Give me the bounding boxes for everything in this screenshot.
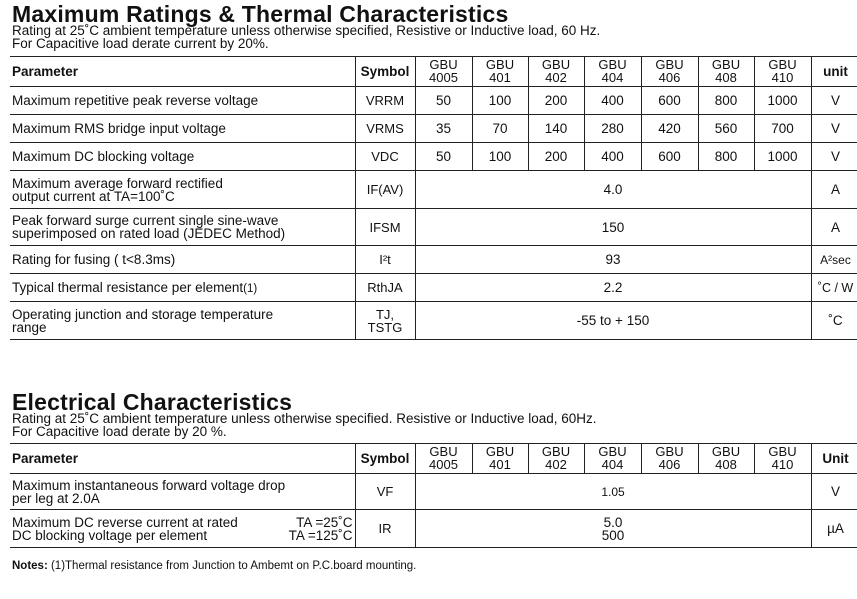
row-value: 2.2 [415,274,811,302]
row-parameter: Typical thermal resistance per element(1) [10,274,355,302]
row-value: 800 [698,87,754,115]
row-parameter: Maximum DC blocking voltage [10,143,355,171]
header-model: GBU 402 [528,57,584,87]
header-symbol: Symbol [355,57,415,87]
ratings-subtitle-2: For Capacitive load derate current by 20%. [12,36,269,51]
row-unit: A [811,171,857,209]
header-parameter: Parameter [10,444,355,474]
electrical-header-row [10,444,857,474]
ratings-table [10,56,857,340]
row-symbol: IF(AV) [355,171,415,209]
table-row [10,246,857,274]
row-value: 700 [754,115,811,143]
header-unit: Unit [811,444,857,474]
row-unit: V [811,87,857,115]
row-symbol: VRRM [355,87,415,115]
row-value: 200 [528,143,584,171]
row-value: 93 [415,246,811,274]
row-symbol: TJ, TSTG [355,302,415,340]
row-value: 1000 [754,87,811,115]
header-model: GBU 410 [754,57,811,87]
row-value: 200 [528,87,584,115]
row-value: 400 [584,87,641,115]
row-value: 100 [472,143,528,171]
row-unit: A²sec [811,246,857,274]
header-model: GBU 4005 [415,57,472,87]
row-unit: ˚C [811,302,857,340]
ratings-subtitle-1: Rating at 25˚C ambient temperature unless otherwise specified, Resistive or Inductive load, 60 Hz. [12,23,601,38]
header-unit: unit [811,57,857,87]
row-symbol: IFSM [355,209,415,246]
electrical-table [10,443,857,548]
header-parameter: Parameter [10,57,355,87]
table-row [10,87,857,115]
header-model: GBU 410 [754,444,811,474]
row-parameter: Rating for fusing ( t<8.3ms) [10,246,355,274]
table-row [10,302,857,340]
row-value: -55 to + 150 [415,302,811,340]
row-unit: ˚C / W [811,274,857,302]
header-model: GBU 406 [641,444,698,474]
table-row [10,143,857,171]
row-symbol: VDC [355,143,415,171]
row-parameter: Operating junction and storage temperature range [10,302,355,340]
row-value: 35 [415,115,472,143]
row-value: 50 [415,87,472,115]
row-symbol: VF [355,474,415,510]
row-value: 420 [641,115,698,143]
row-value: 5.0 500 [415,510,811,548]
row-parameter: Maximum repetitive peak reverse voltage [10,87,355,115]
header-model: GBU 408 [698,444,754,474]
table-row [10,510,857,548]
row-parameter: Maximum instantaneous forward voltage drop per leg at 2.0A [10,474,355,510]
row-value: 280 [584,115,641,143]
header-symbol: Symbol [355,444,415,474]
row-parameter: Maximum average forward rectified output current at TA=100˚C [10,171,355,209]
row-value: 70 [472,115,528,143]
row-value: 1.05 [415,474,811,510]
row-value: 800 [698,143,754,171]
row-value: 100 [472,87,528,115]
row-unit: V [811,143,857,171]
electrical-subtitle-1: Rating at 25˚C ambient temperature unless otherwise specified. Resistive or Inductive load, 60Hz. [12,411,597,426]
table-row [10,474,857,510]
row-symbol: VRMS [355,115,415,143]
row-symbol: IR [355,510,415,548]
row-unit: A [811,209,857,246]
row-value: 600 [641,87,698,115]
row-value: 150 [415,209,811,246]
header-model: GBU 402 [528,444,584,474]
row-value: 600 [641,143,698,171]
header-model: GBU 4005 [415,444,472,474]
ratings-header-row [10,57,857,87]
electrical-subtitle-2: For Capacitive load derate by 20 %. [12,424,227,439]
header-model: GBU 401 [472,57,528,87]
row-value: 50 [415,143,472,171]
ratings-title: Maximum Ratings & Thermal Characteristics [12,1,509,27]
table-row [10,115,857,143]
notes: Notes: (1)Thermal resistance from Junction to Ambemt on P.C.board mounting. [12,560,417,572]
table-row [10,171,857,209]
row-symbol: I²t [355,246,415,274]
header-model: GBU 408 [698,57,754,87]
row-value: 4.0 [415,171,811,209]
table-row [10,209,857,246]
row-unit: V [811,115,857,143]
row-unit: V [811,474,857,510]
row-parameter: Peak forward surge current single sine-wave superimposed on rated load (JEDEC Method) [10,209,355,246]
row-symbol: RthJA [355,274,415,302]
electrical-title: Electrical Characteristics [12,389,293,415]
row-unit: µA [811,510,857,548]
row-parameter: Maximum DC reverse current at rated TA =25˚C DC blocking voltage per element TA =125˚C [10,510,355,548]
row-value: 1000 [754,143,811,171]
row-value: 140 [528,115,584,143]
table-row [10,274,857,302]
header-model: GBU 406 [641,57,698,87]
header-model: GBU 404 [584,57,641,87]
row-value: 560 [698,115,754,143]
header-model: GBU 404 [584,444,641,474]
row-parameter: Maximum RMS bridge input voltage [10,115,355,143]
header-model: GBU 401 [472,444,528,474]
row-value: 400 [584,143,641,171]
